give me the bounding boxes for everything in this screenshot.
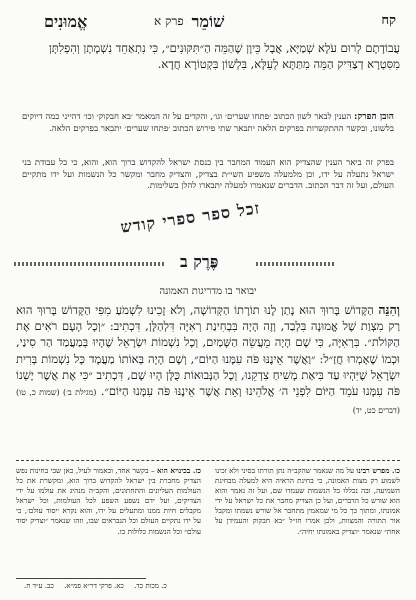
running-header: [14, 12, 402, 34]
chapter-heading: פֶּרֶק ב: [180, 252, 219, 271]
commentary-lead: כו. מפרש רבינו: [356, 466, 400, 475]
section-title: אֱמוּנִים: [44, 12, 88, 31]
page-number: קח: [381, 13, 396, 28]
chapter-summary-note: [22, 112, 394, 135]
library-stamp: זכל ספר ספרי קודש: [119, 198, 262, 237]
note-text: הענין לבאר לשון הכתוב ׳פתחו שערים׳ וגו׳, והקדים על זה המאמר ׳בא חבקוק׳ וכו׳ דהייני כמה דיוקים בלשונו, ובקשר ההתקשרות בפרקים הלאה יתבאר שתי פירוש הכתוב ׳פתחו שערים׳ יתבאר בפרקים הלאה.: [22, 112, 394, 134]
chapter-summary-paragraph: בפרק זה ביאר הענין שהצדיק הוא העמוד המחבר בין כנסת ישראל להקדוש ברוך הוא, והוא, כי כל עבודת בני ישראל נתעלה על ידו, וכן מלמעלה משפיע השי״ת בצדיק, והצדיק מחבר ומקשר כל הנשמות ועל ידו מתקיים העולם, ועל זה דבר הכתוב. הדברים שנאמרו למעלה יתבארו להלן בשלימות.: [22, 158, 394, 191]
footnote: כב. ע״ד ח.: [24, 582, 54, 590]
main-body: הַקָּדוֹשׁ בָּרוּךְ הוּא נָתַן לָנוּ תוֹרָתוֹ הַקְּדוֹשָׁה, וְלֹא זָכִינוּ לִשְׁמֹעַ מִפִּי הַקָּדוֹשׁ בָּרוּךְ הוּא רַק מִצְוַת שֶׁל אֱמוּנָה בִּלְבַד, וְזֶה הָיָה בִּבְחִינַת רְאִיָּה דִּלְהַלָּן, דִּכְתִיב: ״וְכָל הָעָם רֹאִים אֶת הַקּוֹלֹת״. בִּרְאִיָּה, כִּי שָׁם הָיָה מֵעֲשֵׂה הַשָּׁמַיִם, וְכָל נִשְׁמוֹת יִשְׂרָאֵל שֶׁהָיוּ בְּמַעֲמַד הַר סִינַי, וּכְמוֹ שֶׁאָמְרוּ חֲזַ״ל: ״וַאֲשֶׁר אֵינֶנּוּ פֹּה עִמָּנוּ הַיּוֹם״, וְשָׁם הָיָה בְּאוֹתוֹ מַעֲמָד כָּל נִשְׁמוֹת בְּרִית יִשְׂרָאֵל שֶׁיִּהְיוּ עַד בִּיאַת מָשִׁיחַ צִדְקֵנוּ, וְכָל הַנְּבוּאוֹת כֻּלָּן הָיוּ שָׁם, דִּכְתִיב ״כִּי אֶת אֲשֶׁר יֶשְׁנוֹ פֹּה עִמָּנוּ עֹמֵד הַיּוֹם לִפְנֵי ה׳ אֱלֹהֵינוּ וְאֵת אֲשֶׁר אֵינֶנּוּ פֹּה עִמָּנוּ הַיּוֹם״.: [16, 303, 401, 399]
opening-word: וְהִנֵּה: [378, 302, 401, 317]
footnotes: [16, 582, 167, 590]
decorative-rule-left: [14, 262, 164, 266]
continuation-line: עֲבוֹדָתָם לְרוּם עֹלָא שְׁמַיָּא, אֲבָל כֵּיוָן שֶׁהַמֵּה הַ״תִּקּוּנִים״, כִּי נִתְאַחֵד נִשְׁמָתָן וְהִפְלִתָּן: [48, 41, 400, 55]
commentary-lead: כז. בכינויא הוא: [157, 466, 201, 475]
commentary-left-column: [16, 466, 201, 537]
commentary-separator: [16, 460, 400, 461]
decorative-rule-right: [256, 262, 336, 266]
book-title: שׁוֹמֵר: [191, 12, 225, 31]
continuation-text: [16, 40, 400, 72]
footnote-rule: [16, 578, 146, 579]
chapter-label: פרק א: [154, 14, 184, 28]
main-text: [16, 302, 400, 419]
scripture-refs: (מגילת ב׳) (שמות כ, טו) (דברים כט, יד): [16, 388, 400, 416]
commentary-columns: [16, 466, 400, 574]
commentary-right-column: [215, 466, 400, 537]
continuation-line: מִסִּטְרָא דְצַדִּיק הַמֵּה מִתַּתָּא לְעֵלָּא, בִּלְשׁוֹן בִּקְטוֹרָא חֲדָא.: [157, 57, 400, 71]
footnote: כ. מכות כד.: [134, 582, 167, 590]
footnote: כא. פרקי דר״א פמ״א.: [64, 582, 124, 590]
note-label: הובן הפרק:: [354, 112, 394, 122]
commentary-text: על מה שנאמר שהקב״ה נתן תורתו בסיני ולא זכינו לשמוע רק מצות האמונה, כי בחינת הראיה היא למעלה מבחינת השמיעה, ובה נכללו כל הנשמות שעמדו שם, ועל זה נאמר והוא הוא שורש כל הדברים, ועל כן הצדיק מחבר את כל ישראל על ידי אמונתו, ומתוך כך כל מי שמאמין מתחבר אל שורש נשמתו ומקבל אור התורה והמצוות, ולכן אמרו חז״ל ״בא חבקוק והעמידן על אחת״ שנאמר ״וצדיק באמונתו יחיה״.: [215, 466, 400, 536]
commentary-text: – בקשר אחד, וכאמור לעיל, כאן שבי בחינות נפש הצדיק מחברת בין ישראל להקדוש ברוך הוא, ומקשרת את כל העולמות העליונים והתחתונים, והקב״ה מנהיג את עולמו על ידי הצדיקים, ועל ידם נשפע השפע לכל העולמות, וכל ישראל מקבלים חיות ממנו ומתעלים על ידו, והוא נקרא ׳יסוד עולם׳, כי על ידו נתקיים העולם וכל הנבראים שבו, וזהו שנאמר ״וצדיק יסוד עולם״ וכל הנשמות כלולות בו.: [16, 466, 201, 536]
chapter-subtitle: יבואר בו מדריגות האמונה: [159, 286, 257, 297]
